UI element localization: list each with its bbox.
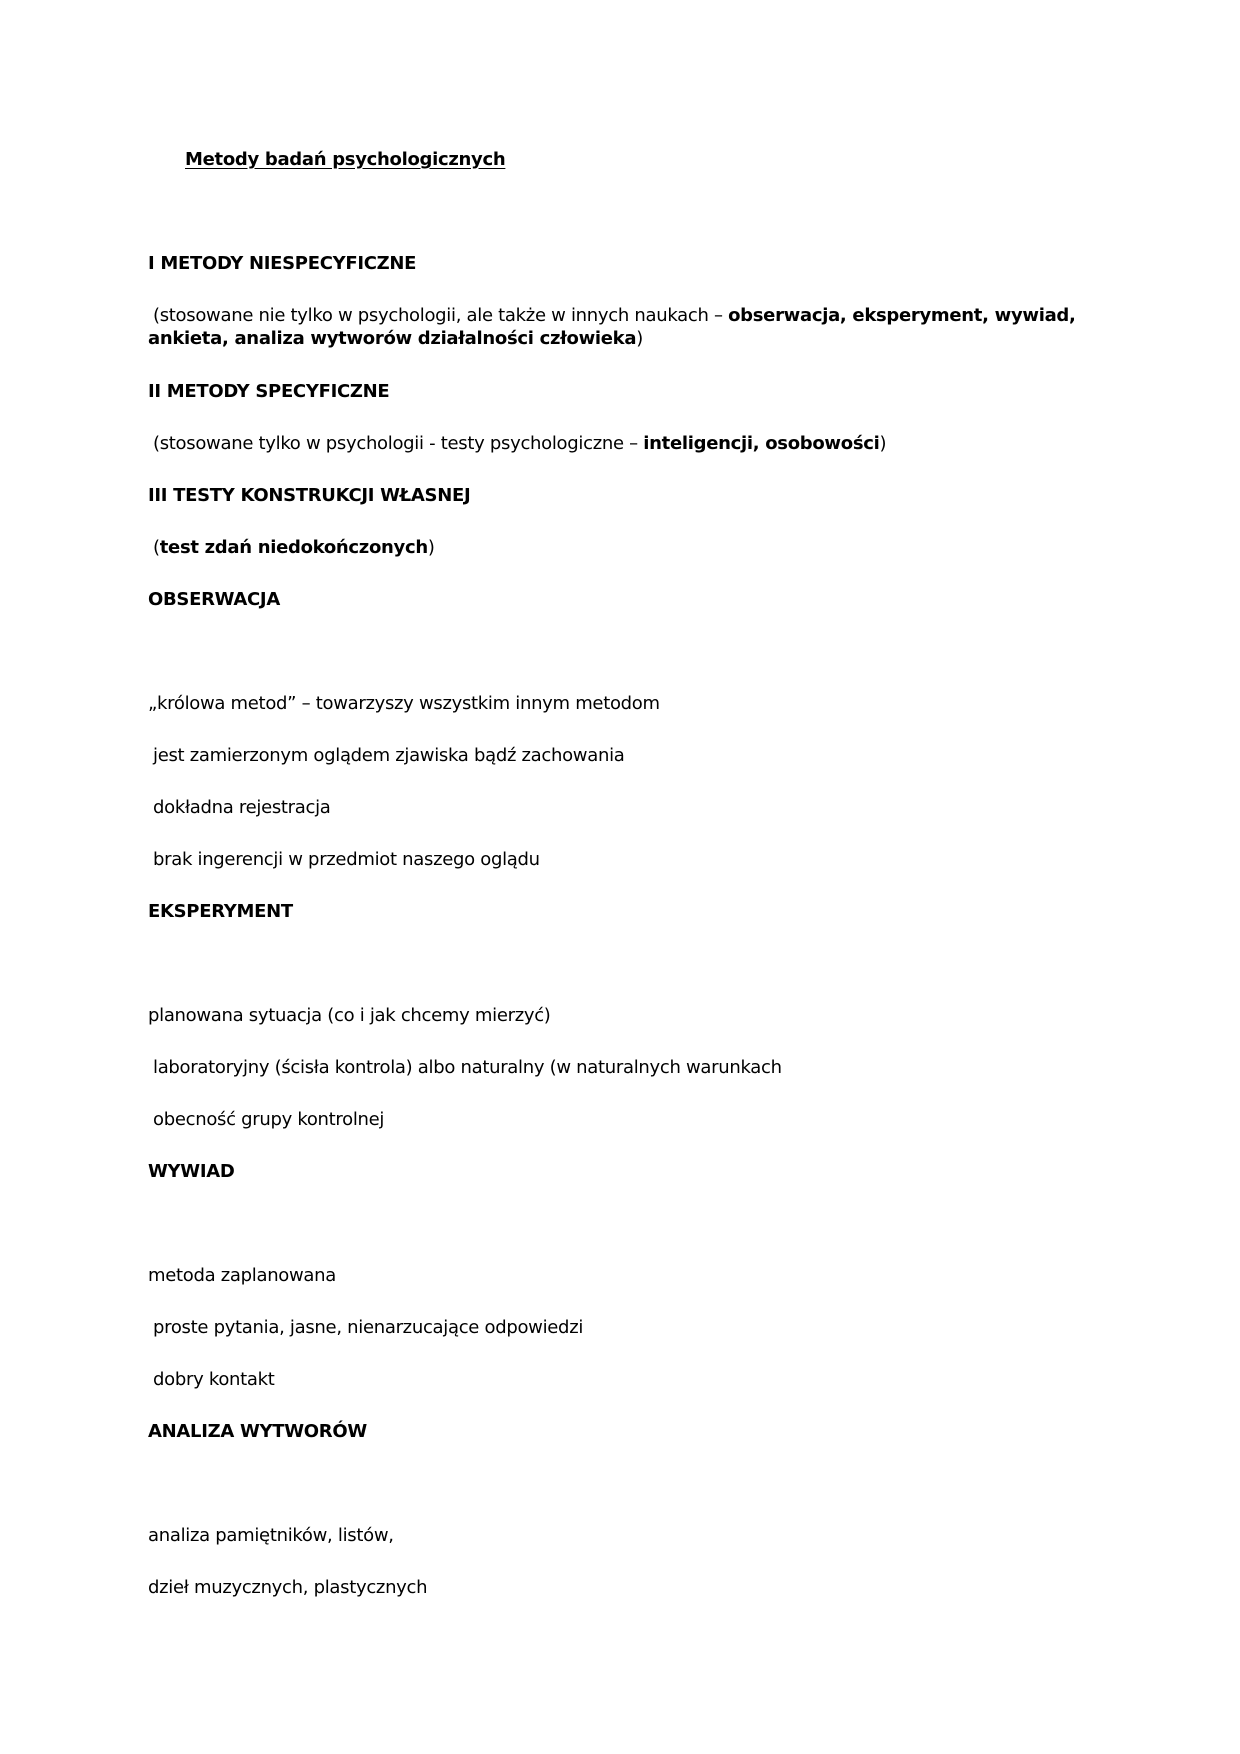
list-item: obecność grupy kontrolnej xyxy=(153,1109,385,1130)
bold-span: inteligencji, osobowości xyxy=(643,433,880,454)
list-item: analiza pamiętników, listów, xyxy=(148,1525,394,1546)
list-item: metoda zaplanowana xyxy=(148,1265,337,1286)
bold-span: ankieta, analiza wytworów działalności człowieka xyxy=(148,328,637,349)
bold-span: test zdań niedokończonych xyxy=(159,537,428,558)
text-span: ) xyxy=(879,433,887,454)
document-title: Metody badań psychologicznych xyxy=(185,149,506,170)
bold-span: obserwacja, eksperyment, wywiad, xyxy=(728,305,1076,326)
text-span: ) xyxy=(427,537,435,558)
list-item: dokładna rejestracja xyxy=(153,797,331,818)
list-item: laboratoryjny (ścisła kontrola) albo naturalny (w naturalnych warunkach xyxy=(153,1057,782,1078)
paragraph-metody-niespecyficzne-line-2 xyxy=(148,327,643,351)
heading-eksperyment: EKSPERYMENT xyxy=(148,901,293,922)
text-span: ( xyxy=(153,537,160,558)
text-span: (stosowane nie tylko w psychologii, ale także w innych naukach – xyxy=(153,305,729,326)
heading-metody-niespecyficzne: I METODY NIESPECYFICZNE xyxy=(148,253,417,274)
heading-wywiad: WYWIAD xyxy=(148,1161,235,1182)
list-item: planowana sytuacja (co i jak chcemy mierzyć) xyxy=(148,1005,551,1026)
list-item: dzieł muzycznych, plastycznych xyxy=(148,1577,428,1598)
paragraph-metody-specyficzne xyxy=(153,432,886,456)
text-span: (stosowane tylko w psychologii - testy psychologiczne – xyxy=(153,433,644,454)
paragraph-testy-konstrukcji-wlasnej xyxy=(153,536,435,560)
list-item: dobry kontakt xyxy=(153,1369,275,1390)
text-span: ) xyxy=(636,328,643,349)
heading-testy-konstrukcji-wlasnej: III TESTY KONSTRUKCJI WŁASNEJ xyxy=(148,485,471,506)
paragraph-metody-niespecyficzne-line-1 xyxy=(153,304,1076,328)
list-item: „królowa metod” – towarzyszy wszystkim innym metodom xyxy=(148,693,660,714)
heading-analiza-wytworow: ANALIZA WYTWORÓW xyxy=(148,1421,367,1442)
list-item: proste pytania, jasne, nienarzucające odpowiedzi xyxy=(153,1317,584,1338)
heading-metody-specyficzne: II METODY SPECYFICZNE xyxy=(148,381,390,402)
list-item: brak ingerencji w przedmiot naszego oglądu xyxy=(153,849,540,870)
list-item: jest zamierzonym oglądem zjawiska bądź zachowania xyxy=(153,745,625,766)
heading-obserwacja: OBSERWACJA xyxy=(148,589,280,610)
